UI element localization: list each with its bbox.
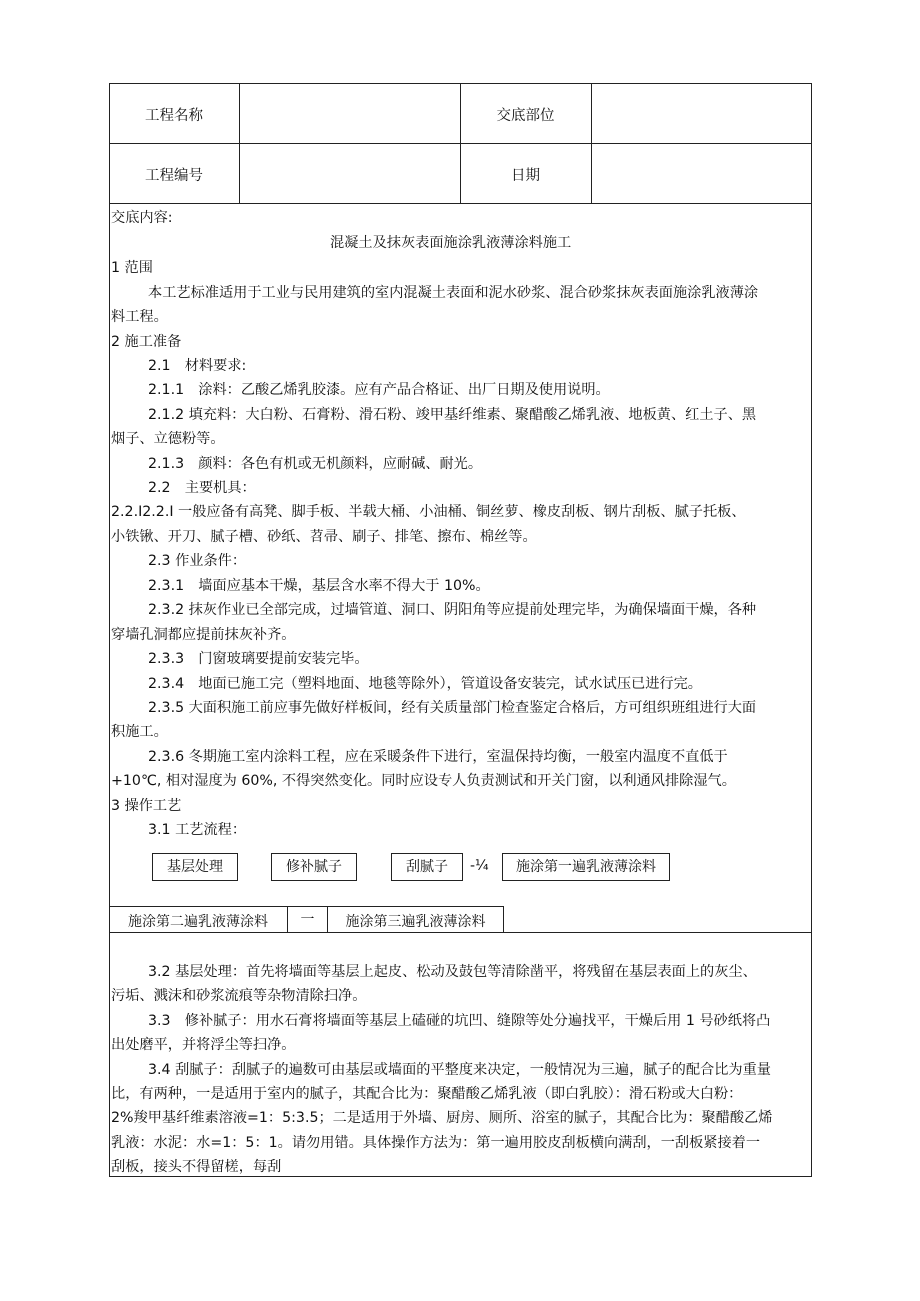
flow-dash: 一 bbox=[300, 912, 315, 928]
paragraph-line: 积施工。 bbox=[111, 724, 168, 740]
handover-part-label: 交底部位 bbox=[496, 108, 555, 124]
paragraph-line: 小铁锹、开刀、腻子槽、砂纸、苕帚、刷子、排笔、擦布、棉丝等。 bbox=[111, 529, 537, 545]
paragraph-line: 2.1.2 填充料：大白粉、石膏粉、滑石粉、竣甲基纤维素、聚醋酸乙烯乳液、地板黄、红土子、黑 bbox=[148, 407, 757, 423]
flow-arrow: -¼ bbox=[470, 858, 489, 874]
paragraph-line: 2.1 材料要求: bbox=[148, 358, 247, 374]
paragraph-line: 穿墙孔洞都应提前抹灰补齐。 bbox=[111, 627, 296, 643]
paragraph-line: 污垢、溅沫和砂浆流痕等杂物清除扫净。 bbox=[111, 988, 367, 1004]
paragraph-line: 2.1.3 颜料：各色有机或无机颜料，应耐碱、耐光。 bbox=[148, 456, 483, 472]
paragraph-line: 2.3 作业条件： bbox=[148, 553, 247, 569]
paragraph-line: +10℃, 相对湿度为 60%, 不得突然变化。同时应设专人负责测试和开关门窗，以利通风排除湿气。 bbox=[111, 773, 736, 789]
paragraph-line: 乳液：水泥：水=1：5：1。请勿用错。具体操作方法为：第一遍用胶皮刮板横向满刮，一刮板紧接着一 bbox=[111, 1135, 761, 1151]
paragraph-line: 2.3.1 墙面应基本干燥，基层含水率不得大于 10%。 bbox=[148, 578, 490, 594]
flow-step-second-coat: 施涂第二遍乳液薄涂料 bbox=[128, 914, 268, 930]
section-3-heading: 3 操作工艺 bbox=[111, 798, 182, 814]
project-no-label: 工程编号 bbox=[145, 168, 203, 184]
header-col-divider-2 bbox=[460, 83, 461, 203]
header-bottom-divider bbox=[109, 203, 812, 204]
date-label: 日期 bbox=[511, 168, 540, 184]
paragraph-line: 比，有两种，一是适用于室内的腻子，其配合比为：聚醋酸乙烯乳液（即白乳胶）：滑石粉或大白粉： bbox=[111, 1086, 743, 1102]
paragraph-line: 3.2 基层处理：首先将墙面等基层上起皮、松动及鼓包等清除凿平，将残留在基层表面上的灰尘、 bbox=[148, 964, 757, 980]
header-col-divider-3 bbox=[591, 83, 592, 203]
document-title: 混凝土及抹灰表面施涂乳液薄涂料施工 bbox=[330, 235, 572, 251]
paragraph-line: 3.3 修补腻子：用水石膏将墙面等基层上磕碰的坑凹、缝隙等处分遍找平，干燥后用 1 号砂纸将凸 bbox=[148, 1013, 771, 1029]
flow-step-base-treatment: 基层处理 bbox=[152, 853, 238, 881]
flow-step-third-coat: 施涂第三遍乳液薄涂料 bbox=[345, 914, 486, 930]
paragraph-line: 烟子、立德粉等。 bbox=[111, 431, 225, 447]
flow-row2-top-line bbox=[109, 906, 504, 907]
flow-step-repair-putty: 修补腻子 bbox=[271, 853, 357, 881]
paragraph-line: 2%羧甲基纤维素溶液=1：5:3.5；二是适用于外墙、厨房、厕所、浴室的腻子，其配合比为：聚醋酸乙烯 bbox=[111, 1110, 773, 1126]
header-col-divider-1 bbox=[239, 83, 240, 203]
section-2-heading: 2 施工准备 bbox=[111, 334, 182, 350]
section-1-heading: 1 范围 bbox=[111, 260, 153, 276]
paragraph-line: 2.3.6 冬期施工室内涂料工程，应在采暖条件下进行，室温保持均衡，一般室内温度不直低于 bbox=[148, 749, 728, 765]
paragraph-line: 出处磨平，并将浮尘等扫净。 bbox=[111, 1037, 296, 1053]
paragraph-line: 本工艺标准适用于工业与民用建筑的室内混凝土表面和泥水砂浆、混合砂浆抹灰表面施涂乳液薄涂 bbox=[148, 285, 759, 301]
paragraph-line: 3.1 工艺流程： bbox=[148, 822, 247, 838]
flow-row2-bottom-line bbox=[109, 932, 812, 933]
content-intro: 交底内容: bbox=[111, 210, 173, 226]
flow-row2-divider bbox=[503, 906, 504, 932]
paragraph-line: 刮板，接头不得留槎，每刮 bbox=[111, 1159, 282, 1175]
paragraph-line: 3.4 刮腻子：刮腻子的遍数可由基层或墙面的平整度来决定，一般情况为三遍，腻子的配合比为重量 bbox=[148, 1062, 771, 1078]
paragraph-line: 2.3.2 抹灰作业已全部完成，过墙管道、洞口、阴阳角等应提前处理完毕，为确保墙面干燥，各种 bbox=[148, 602, 757, 618]
paragraph-line: 2.1.1 涂料：乙酸乙烯乳胶漆。应有产品合格证、出厂日期及使用说明。 bbox=[148, 382, 610, 398]
project-name-label: 工程名称 bbox=[145, 108, 203, 124]
paragraph-line: 2.2.I2.2.I 一般应备有高凳、脚手板、半载大桶、小油桶、铜丝萝、橡皮刮板、钢片刮板、腻子托板、 bbox=[111, 504, 746, 520]
paragraph-line: 料工程。 bbox=[111, 309, 168, 325]
paragraph-line: 2.3.3 门窗玻璃要提前安装完毕。 bbox=[148, 651, 369, 667]
paragraph-line: 2.3.5 大面积施工前应事先做好样板间，经有关质量部门检查鉴定合格后，方可组织班组进行大面 bbox=[148, 700, 757, 716]
flow-step-scrape-putty: 刮腻子 bbox=[391, 853, 463, 881]
flow-step-first-coat: 施涂第一遍乳液薄涂料 bbox=[502, 853, 670, 881]
paragraph-line: 2.2 主要机具： bbox=[148, 480, 256, 496]
paragraph-line: 2.3.4 地面已施工完（塑料地面、地毯等除外），管道设备安装完，试水试压已进行完。 bbox=[148, 676, 702, 692]
